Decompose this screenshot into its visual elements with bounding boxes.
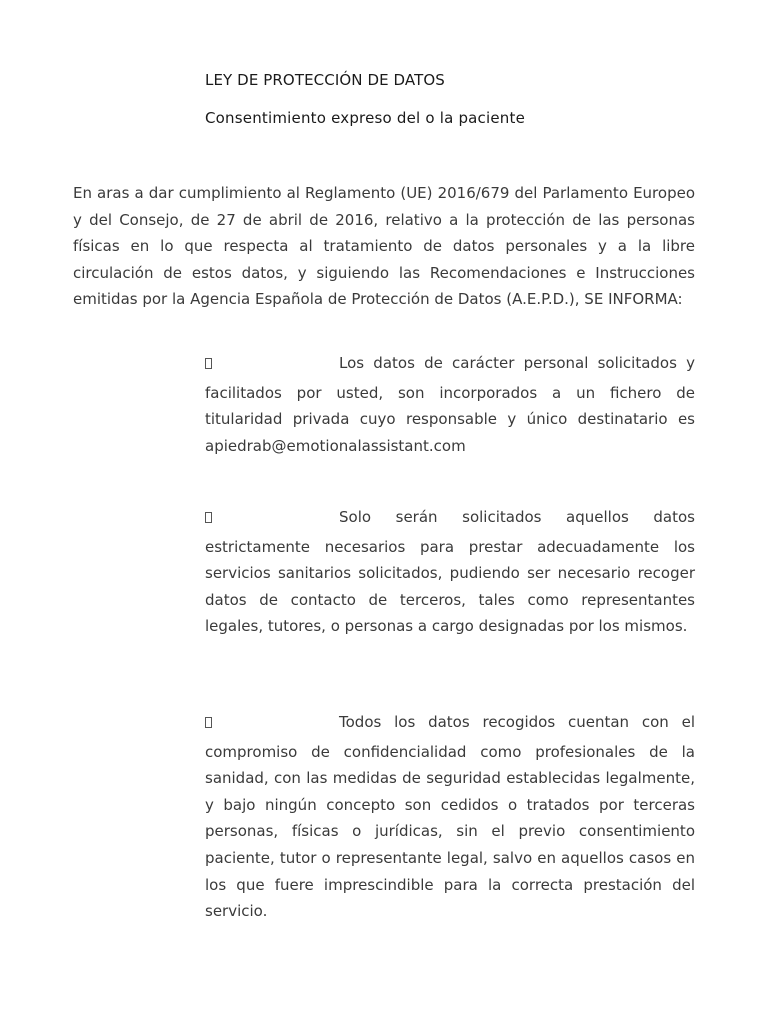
square-bullet-icon (205, 353, 339, 380)
page-subtitle: Consentimiento expreso del o la paciente (205, 109, 526, 127)
square-bullet-icon (205, 507, 339, 534)
list-item (205, 350, 695, 459)
page-title: LEY DE PROTECCIÓN DE DATOS (205, 71, 445, 89)
list-item (205, 504, 695, 640)
list-item-text: Solo serán solicitados aquellos datos estrictamente necesarios para prestar adecuadamente los servicios sanitarios solicitados, pudiendo ser necesario recoger datos de contacto de terceros, tales como representantes legales, tutores, o personas a cargo designadas por los mismos. (205, 508, 695, 636)
list-item-text: Todos los datos recogidos cuentan con el compromiso de confidencialidad como profesionales de la sanidad, con las medidas de seguridad establecidas legalmente, y bajo ningún concepto son cedidos o tratados por terceras personas, físicas o jurídicas, sin el previo consentimiento paciente, tutor o representante legal, salvo en aquellos casos en los que fuere imprescindible para la correcta prestación del servicio. (205, 713, 695, 921)
list-item-text: Los datos de carácter personal solicitados y facilitados por usted, son incorporados a un fichero de titularidad privada cuyo responsable y único destinatario es apiedrab@emotionalassistant.com (205, 354, 695, 455)
square-bullet-icon (205, 712, 339, 739)
list-item (205, 709, 695, 925)
intro-paragraph: En aras a dar cumplimiento al Reglamento (UE) 2016/679 del Parlamento Europeo y del Consejo, de 27 de abril de 2016, relativo a la protección de las personas físicas en lo que respecta al tratamiento de datos personales y a la libre circulación de estos datos, y siguiendo las Recomendaciones e Instrucciones emitidas por la Agencia Española de Protección de Datos (A.E.P.D.), SE INFORMA: (73, 184, 695, 309)
